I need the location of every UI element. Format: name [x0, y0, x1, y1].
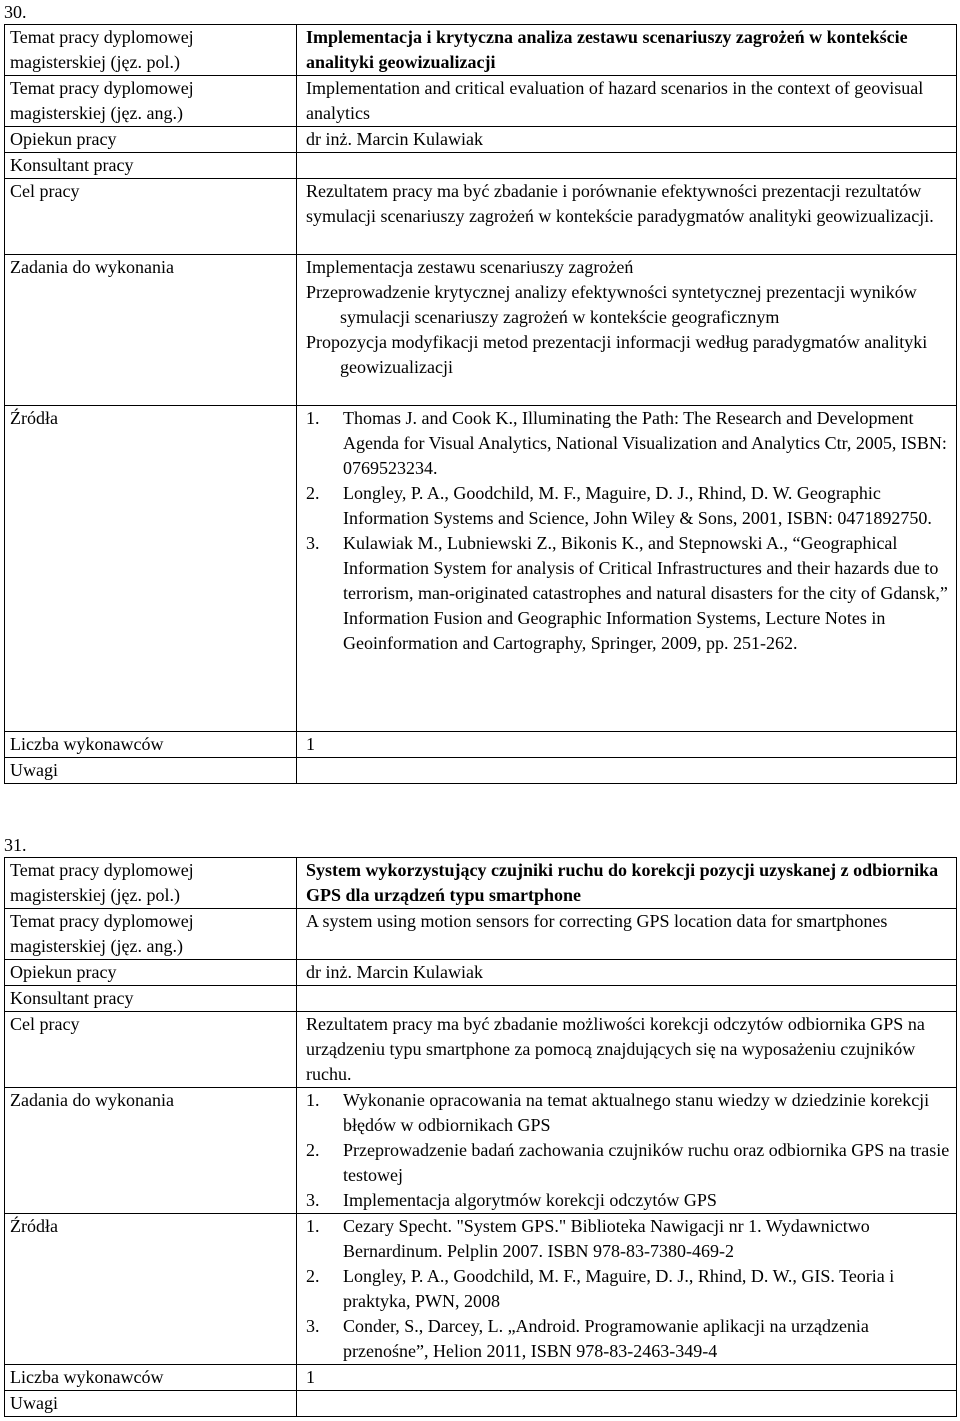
task-number: 1. — [306, 1090, 320, 1110]
task-text: Wykonanie opracowania na temat aktualnego stanu wiedzy w dziedzinie korekcji błędów w odbiornikach GPS — [343, 1090, 930, 1135]
title-en: Implementation and critical evaluation of hazard scenarios in the context of geovisual analytics — [297, 76, 957, 127]
task-item — [306, 1188, 952, 1213]
task-text: Przeprowadzenie badań zachowania czujników ruchu oraz odbiornika GPS na trasie testowej — [343, 1140, 950, 1185]
thesis-table — [4, 24, 957, 784]
source-text: Thomas J. and Cook K., Illuminating the Path: The Research and Development Agenda for Visual Analytics, National Visualization and Analytics Ctr, 2005, ISBN: 0769523234. — [343, 408, 947, 478]
label-tasks: Zadania do wykonania — [5, 1088, 297, 1214]
label-sources: Źródła — [5, 406, 297, 732]
source-item — [306, 1264, 952, 1314]
label-title-pl: Temat pracy dyplomowej magisterskiej (jęz. pol.) — [5, 858, 297, 909]
source-number: 2. — [306, 483, 320, 503]
tasks — [297, 255, 957, 406]
source-item — [306, 531, 952, 656]
task-item — [306, 1138, 952, 1188]
title-pl: Implementacja i krytyczna analiza zestawu scenariuszy zagrożeń w kontekście analityki geowizualizacji — [297, 25, 957, 76]
label-supervisor: Opiekun pracy — [5, 127, 297, 153]
label-tasks: Zadania do wykonania — [5, 255, 297, 406]
consultant — [297, 153, 957, 179]
label-title-en: Temat pracy dyplomowej magisterskiej (jęz. ang.) — [5, 909, 297, 960]
source-number: 3. — [306, 1316, 320, 1336]
source-number: 3. — [306, 533, 320, 553]
label-consultant: Konsultant pracy — [5, 153, 297, 179]
sources — [297, 1214, 957, 1365]
goal: Rezultatem pracy ma być zbadanie i porównanie efektywności prezentacji rezultatów symulacji scenariuszy zagrożeń w kontekście paradygmatów analityki geowizualizacji. — [297, 179, 957, 255]
tasks — [297, 1088, 957, 1214]
source-number: 1. — [306, 1216, 320, 1236]
entry-number: 31. — [4, 835, 27, 855]
task-item: Propozycja modyfikacji metod prezentacji informacji według paradygmatów analityki geowizualizacji — [306, 332, 928, 377]
label-performers: Liczba wykonawców — [5, 1365, 297, 1391]
label-supervisor: Opiekun pracy — [5, 960, 297, 986]
entry-number: 30. — [4, 2, 27, 22]
task-number: 2. — [306, 1140, 320, 1160]
source-item — [306, 1314, 952, 1364]
label-sources: Źródła — [5, 1214, 297, 1365]
performers: 1 — [297, 732, 957, 758]
source-number: 2. — [306, 1266, 320, 1286]
notes — [297, 1391, 957, 1417]
performers: 1 — [297, 1365, 957, 1391]
task-item: Implementacja zestawu scenariuszy zagrożeń — [306, 257, 634, 277]
label-goal: Cel pracy — [5, 179, 297, 255]
source-item — [306, 406, 952, 481]
task-text: Implementacja algorytmów korekcji odczytów GPS — [343, 1190, 717, 1210]
sources — [297, 406, 957, 732]
source-item — [306, 481, 952, 531]
source-text: Longley, P. A., Goodchild, M. F., Maguire, D. J., Rhind, D. W., GIS. Teoria i praktyka, PWN, 2008 — [343, 1266, 895, 1311]
supervisor: dr inż. Marcin Kulawiak — [297, 960, 957, 986]
source-item — [306, 1214, 952, 1264]
label-title-pl: Temat pracy dyplomowej magisterskiej (jęz. pol.) — [5, 25, 297, 76]
label-title-en: Temat pracy dyplomowej magisterskiej (jęz. ang.) — [5, 76, 297, 127]
title-pl: System wykorzystujący czujniki ruchu do korekcji pozycji uzyskanej z odbiornika GPS dla urządzeń typu smartphone — [297, 858, 957, 909]
thesis-table — [4, 857, 957, 1417]
task-item: Przeprowadzenie krytycznej analizy efektywności syntetycznej prezentacji wyników symulacji scenariuszy zagrożeń w kontekście geograficznym — [306, 282, 917, 327]
label-notes: Uwagi — [5, 758, 297, 784]
notes — [297, 758, 957, 784]
source-text: Cezary Specht. "System GPS." Biblioteka Nawigacji nr 1. Wydawnictwo Bernardinum. Pelplin 2007. ISBN 978-83-7380-469-2 — [343, 1216, 870, 1261]
label-notes: Uwagi — [5, 1391, 297, 1417]
label-consultant: Konsultant pracy — [5, 986, 297, 1012]
source-number: 1. — [306, 408, 320, 428]
label-goal: Cel pracy — [5, 1012, 297, 1088]
supervisor: dr inż. Marcin Kulawiak — [297, 127, 957, 153]
source-text: Longley, P. A., Goodchild, M. F., Maguire, D. J., Rhind, D. W. Geographic Information Systems and Science, John Wiley & Sons, 2001, ISBN: 0471892750. — [343, 483, 932, 528]
task-number: 3. — [306, 1190, 320, 1210]
title-en: A system using motion sensors for correcting GPS location data for smartphones — [297, 909, 957, 960]
label-performers: Liczba wykonawców — [5, 732, 297, 758]
source-text: Kulawiak M., Lubniewski Z., Bikonis K., and Stepnowski A., “Geographical Information System for analysis of Critical Infrastructures and their hazards due to terrorism, man-originated catastrophes and natural disasters for the city of Gdansk,” Information Fusion and Geographic Information Systems, Lecture Notes in Geoinformation and Cartography, Springer, 2009, pp. 251-262. — [343, 533, 948, 653]
goal: Rezultatem pracy ma być zbadanie możliwości korekcji odczytów odbiornika GPS na urządzeniu typu smartphone za pomocą znajdujących się na wyposażeniu czujników ruchu. — [297, 1012, 957, 1088]
consultant — [297, 986, 957, 1012]
task-item — [306, 1088, 952, 1138]
source-text: Conder, S., Darcey, L. „Android. Programowanie aplikacji na urządzenia przenośne”, Helion 2011, ISBN 978-83-2463-349-4 — [343, 1316, 869, 1361]
